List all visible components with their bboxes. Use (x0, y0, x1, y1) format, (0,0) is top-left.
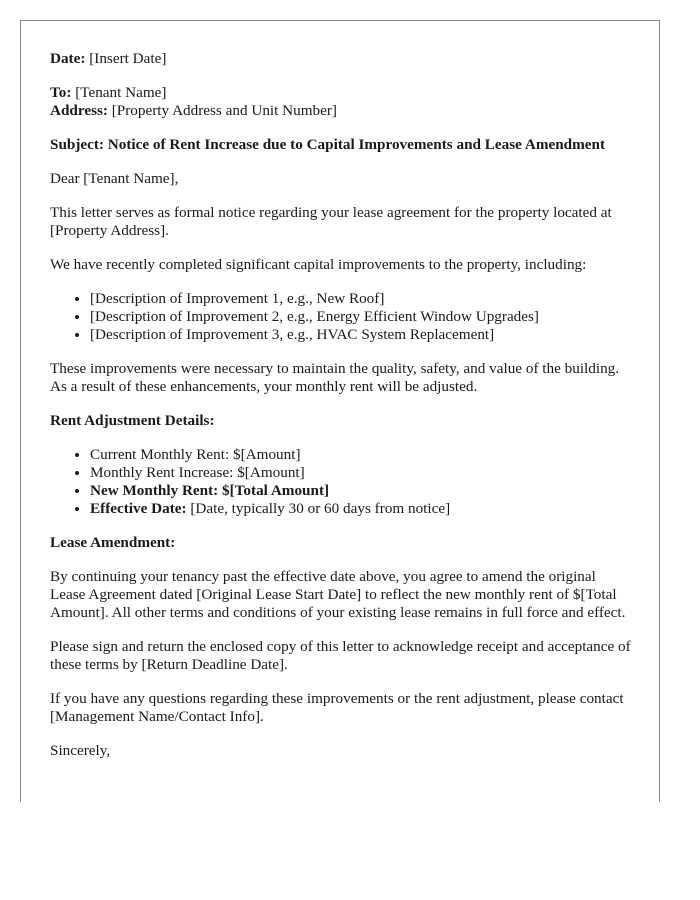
lease-heading (50, 534, 631, 552)
to-line (50, 84, 631, 102)
intro-paragraph: This letter serves as formal notice regarding your lease agreement for the property located at [Property Address]. (50, 204, 612, 239)
subject-text: Subject: Notice of Rent Increase due to Capital Improvements and Lease Amendment (50, 136, 606, 153)
new-rent-item (90, 482, 631, 500)
salutation: Dear [Tenant Name], (50, 170, 179, 187)
letter-page (20, 20, 660, 802)
rent-heading (50, 412, 631, 430)
rent-details-list (50, 446, 631, 518)
list-item: • [Description of Improvement 1, e.g., New Roof] (90, 290, 631, 308)
subject-line (50, 136, 631, 154)
rent-increase-item: • Monthly Rent Increase: $[Amount] (90, 464, 631, 482)
improvements-note: These improvements were necessary to maintain the quality, safety, and value of the building. As a result of these enhancements, your monthly rent will be adjusted. (50, 360, 620, 395)
effective-date-item (90, 500, 631, 518)
address-label: Address: (50, 102, 108, 119)
lease-heading-text: Lease Amendment: (50, 534, 176, 551)
address-value: [Property Address and Unit Number] (111, 102, 337, 119)
date-value: [Insert Date] (89, 50, 167, 67)
to-label: To: (50, 84, 72, 101)
date-label: Date: (50, 50, 86, 67)
improvements-list (50, 290, 631, 344)
current-rent-item: • Current Monthly Rent: $[Amount] (90, 446, 631, 464)
list-item: • [Description of Improvement 3, e.g., HVAC System Replacement] (90, 326, 631, 344)
questions-paragraph: If you have any questions regarding these improvements or the rent adjustment, please contact [Management Name/Contact Info]. (50, 690, 624, 725)
lease-paragraph: By continuing your tenancy past the effective date above, you agree to amend the original Lease Agreement dated [Original Lease Start Date] to reflect the new monthly rent of $[Total Amount]. All other terms and conditions of your existing lease remains in full force and effect. (50, 568, 626, 621)
list-item: • [Description of Improvement 2, e.g., Energy Efficient Window Upgrades] (90, 308, 631, 326)
address-line (50, 102, 631, 120)
to-value: [Tenant Name] (75, 84, 167, 101)
new-rent-text: New Monthly Rent: $[Total Amount] (90, 482, 330, 499)
improvements-intro: We have recently completed significant capital improvements to the property, including: (50, 256, 587, 273)
sign-paragraph: Please sign and return the enclosed copy of this letter to acknowledge receipt and acceptance of these terms by [Return Deadline Date]. (50, 638, 631, 673)
effective-date-value: [Date, typically 30 or 60 days from notice] (190, 500, 451, 517)
date-line (50, 50, 631, 68)
rent-heading-text: Rent Adjustment Details: (50, 412, 215, 429)
effective-date-label: Effective Date: (90, 500, 187, 517)
closing: Sincerely, (50, 742, 111, 759)
